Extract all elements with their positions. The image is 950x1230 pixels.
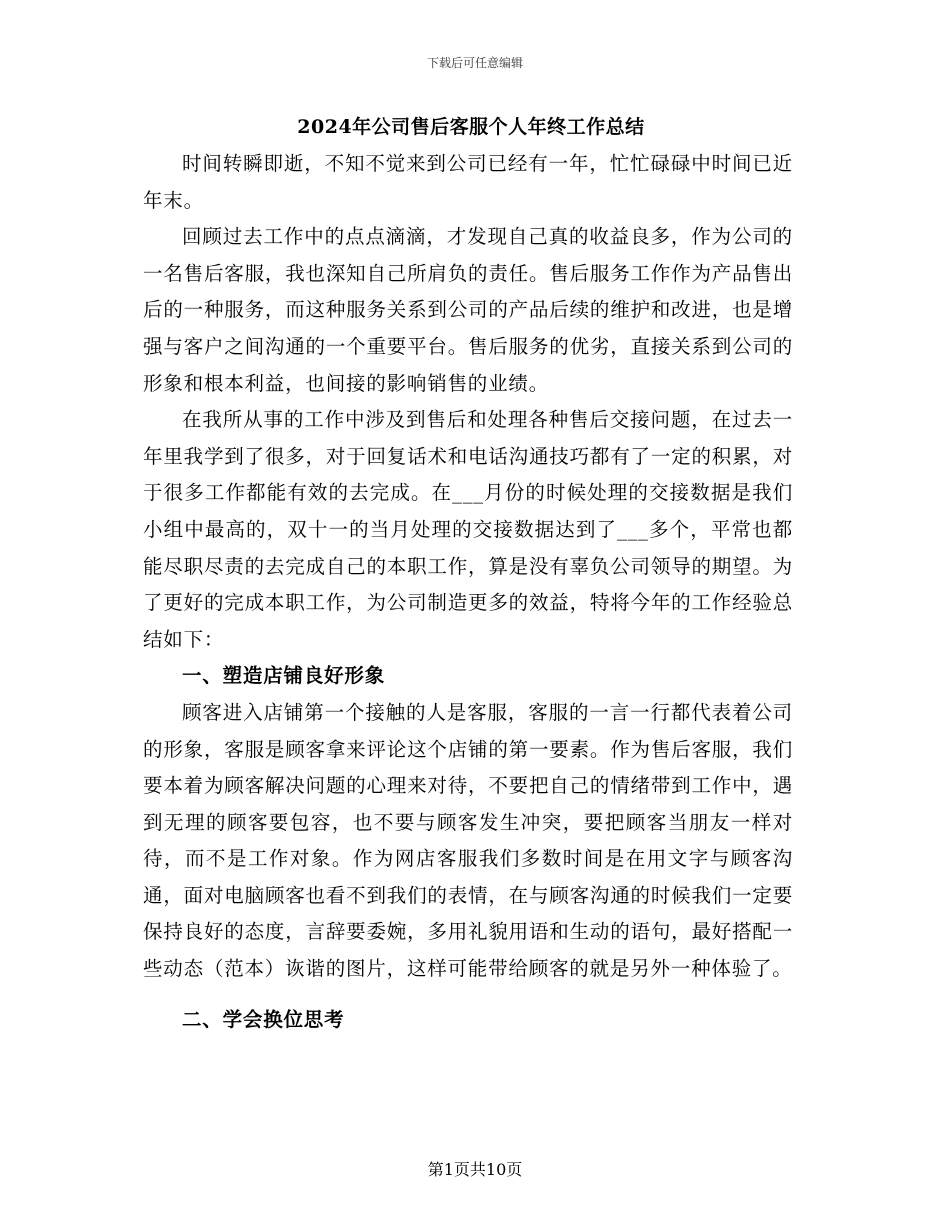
document-body <box>143 146 793 1038</box>
section-heading-2: 二、学会换位思考 <box>182 1007 345 1031</box>
section-heading-1: 一、塑造店铺良好形象 <box>182 664 386 688</box>
paragraph-review: 回顾过去工作中的点点滴滴，才发现自己真的收益良多，作为公司的一名售后客服，我也深知自己所肩负的责任。售后服务工作作为产品售出后的一种服务，而这种服务关系到公司的产品后续的维护和改进，也是增强与客户之间沟通的一个重要平台。售后服务的优劣，直接关系到公司的形象和根本利益，也间接的影响销售的业绩。 <box>143 225 793 395</box>
document-title: 2024年公司售后客服个人年终工作总结 <box>297 116 645 138</box>
paragraph-intro: 时间转瞬即逝，不知不觉来到公司已经有一年，忙忙碌碌中时间已近年末。 <box>143 152 793 212</box>
page-footer: 第1页共10页 <box>427 1160 523 1179</box>
header-note: 下载后可任意编辑 <box>426 56 523 70</box>
section-paragraph-1: 顾客进入店铺第一个接触的人是客服，客服的一言一行都代表着公司的形象，客服是顾客拿来评论这个店铺的第一要素。作为售后客服，我们要本着为顾客解决问题的心理来对待，不要把自己的情绪带到工作中，遇到无理的顾客要包容，也不要与顾客发生冲突，要把顾客当朋友一样对待，而不是工作对象。作为网店客服我们多数时间是在用文字与顾客沟通，面对电脑顾客也看不到我们的表情，在与顾客沟通的时候我们一定要保持良好的态度，言辞要委婉，多用礼貌用语和生动的语句，最好搭配一些动态（范本）诙谐的图片，这样可能带给顾客的就是另外一种体验了。 <box>143 700 793 981</box>
paragraph-work: 在我所从事的工作中涉及到售后和处理各种售后交接问题，在过去一年里我学到了很多，对于回复话术和电话沟通技巧都有了一定的积累，对于很多工作都能有效的去完成。在___月份的时候处理的交接数据是我们小组中最高的，双十一的当月处理的交接数据达到了___多个，平常也都能尽职尽责的去完成自己的本职工作，算是没有辜负公司领导的期望。为了更好的完成本职工作，为公司制造更多的效益，特将今年的工作经验总结如下： <box>143 408 793 651</box>
